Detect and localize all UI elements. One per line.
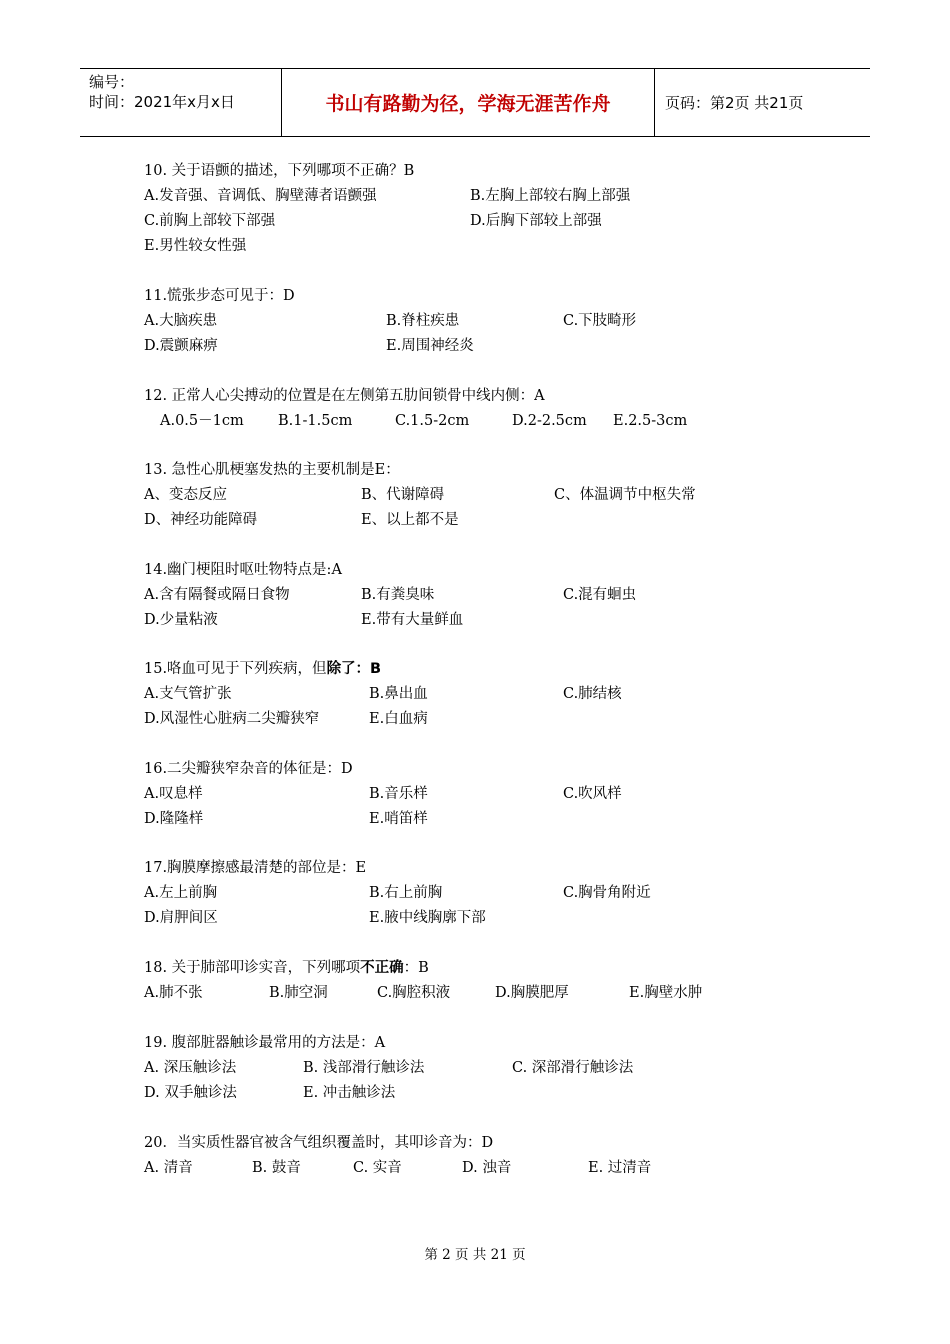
option: A.肺不张 — [144, 985, 203, 1001]
option: A.左上前胸 — [144, 885, 218, 901]
option: B.音乐样 — [369, 786, 428, 802]
time-label: 时间：2021年x月x日 — [89, 93, 235, 111]
option: B、代谢障碍 — [361, 487, 445, 503]
option: B.脊柱疾患 — [386, 313, 460, 329]
option: E. 冲击触诊法 — [303, 1085, 396, 1101]
page-header — [80, 68, 870, 137]
option: E.带有大量鲜血 — [361, 612, 464, 628]
question-stem: 17.胸膜摩擦感最清楚的部位是：E — [144, 860, 367, 876]
question-stem: 13. 急性心肌梗塞发热的主要机制是E： — [144, 462, 400, 478]
header-meta-cell — [80, 69, 282, 136]
option: A.0.5－1cm — [160, 413, 244, 429]
question-stem-part: ：B — [403, 960, 429, 976]
option: A.大脑疾患 — [144, 313, 218, 329]
option: B.左胸上部较右胸上部强 — [470, 188, 631, 204]
question-stem: 20．当实质性器官被含气组织覆盖时，其叩诊音为：D — [144, 1135, 494, 1151]
option: C.下肢畸形 — [563, 313, 637, 329]
option: B. 鼓音 — [252, 1160, 301, 1176]
option: E.男性较女性强 — [144, 238, 247, 254]
option: C.胸骨角附近 — [563, 885, 651, 901]
option: E.白血病 — [369, 711, 428, 727]
option: E. 过清音 — [588, 1160, 652, 1176]
page-info: 页码：第2页 共21页 — [665, 94, 804, 112]
question-stem — [144, 958, 429, 978]
question-stem: 19. 腹部脏器触诊最常用的方法是：A — [144, 1035, 386, 1051]
question-stem-emphasis: 不正确 — [360, 960, 404, 976]
option: A.叹息样 — [144, 786, 203, 802]
option: C. 深部滑行触诊法 — [512, 1060, 634, 1076]
option: D.风湿性心脏病二尖瓣狭窄 — [144, 711, 320, 727]
option: A. 深压触诊法 — [144, 1060, 237, 1076]
option: C.混有蛔虫 — [563, 587, 637, 603]
option: C、体温调节中枢失常 — [554, 487, 696, 503]
question-stem: 16.二尖瓣狭窄杂音的体征是：D — [144, 761, 353, 777]
question-stem-part: 18. 关于肺部叩诊实音，下列哪项 — [144, 960, 361, 976]
option: C.1.5-2cm — [395, 413, 470, 429]
option: B.鼻出血 — [369, 686, 428, 702]
option: B.有粪臭味 — [361, 587, 435, 603]
question-stem — [144, 659, 381, 679]
header-page-cell — [655, 69, 870, 136]
option: B.1-1.5cm — [278, 413, 353, 429]
option: E.周围神经炎 — [386, 338, 474, 354]
question-stem: 10. 关于语颤的描述，下列哪项不正确？B — [144, 163, 415, 179]
option: A.含有隔餐或隔日食物 — [144, 587, 290, 603]
question-stem-part: 15.咯血可见于下列疾病，但 — [144, 661, 327, 677]
number-label: 编号： — [89, 73, 135, 91]
question-stem: 14.幽门梗阻时呕吐物特点是:A — [144, 562, 342, 578]
option: A. 清音 — [144, 1160, 193, 1176]
option: D.震颤麻痹 — [144, 338, 218, 354]
motto-text: 书山有路勤为径，学海无涯苦作舟 — [325, 93, 611, 115]
option: A.发音强、音调低、胸壁薄者语颤强 — [144, 188, 377, 204]
option: D.隆隆样 — [144, 811, 204, 827]
option: B. 浅部滑行触诊法 — [303, 1060, 425, 1076]
option: D. 浊音 — [462, 1160, 512, 1176]
option: B.肺空洞 — [269, 985, 328, 1001]
option: C.前胸上部较下部强 — [144, 213, 276, 229]
option: D.后胸下部较上部强 — [470, 213, 602, 229]
option: D、神经功能障碍 — [144, 512, 258, 528]
option: C.吹风样 — [563, 786, 622, 802]
option: E.腋中线胸廓下部 — [369, 910, 486, 926]
question-stem: 11.慌张步态可见于：D — [144, 288, 295, 304]
question-stem-emphasis: 除了：B — [326, 661, 382, 677]
option: E.2.5-3cm — [613, 413, 688, 429]
option: E.胸壁水肿 — [629, 985, 703, 1001]
option: C. 实音 — [353, 1160, 402, 1176]
option: C.肺结核 — [563, 686, 622, 702]
option: E.哨笛样 — [369, 811, 428, 827]
option: E、以上都不是 — [361, 512, 459, 528]
option: D. 双手触诊法 — [144, 1085, 237, 1101]
option: B.右上前胸 — [369, 885, 443, 901]
page-footer: 第 2 页 共 21 页 — [424, 1247, 526, 1263]
question-stem: 12. 正常人心尖搏动的位置是在左侧第五肋间锁骨中线内侧：A — [144, 388, 545, 404]
option: D.肩胛间区 — [144, 910, 218, 926]
option: D.胸膜肥厚 — [495, 985, 569, 1001]
option: A.支气管扩张 — [144, 686, 232, 702]
option: D.少量粘液 — [144, 612, 218, 628]
header-motto-cell — [282, 69, 655, 136]
option: D.2-2.5cm — [512, 413, 587, 429]
option: A、变态反应 — [144, 487, 227, 503]
option: C.胸腔积液 — [377, 985, 451, 1001]
